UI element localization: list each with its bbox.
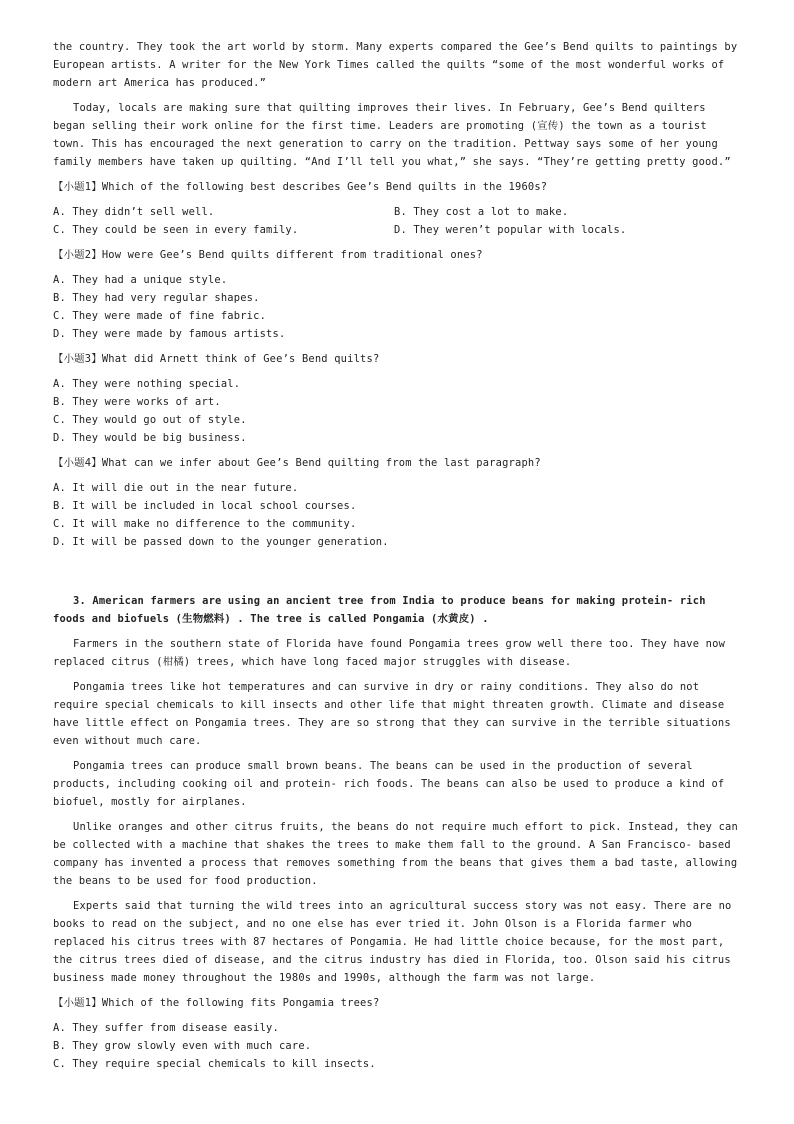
question-options — [53, 271, 743, 343]
question-stem: 【小题4】What can we infer about Gee’s Bend quilting from the last paragraph? — [53, 457, 541, 469]
option-d[interactable]: D. They were made by famous artists. — [53, 328, 286, 340]
option-d[interactable]: D. They would be big business. — [53, 432, 247, 444]
passage3-heading: 3. American farmers are using an ancient tree from India to produce beans for making protein- rich foods and biofuels (生物燃料) . The tree is called Pongamia (水黄皮) . — [53, 595, 706, 625]
option-c[interactable]: C. It will make no difference to the community. — [53, 518, 357, 530]
question-options — [53, 375, 743, 447]
option-b[interactable]: B. They had very regular shapes. — [53, 292, 260, 304]
option-a[interactable]: A. They were nothing special. — [53, 378, 241, 390]
question-stem: 【小题2】How were Gee’s Bend quilts different from traditional ones? — [53, 249, 483, 261]
passage3-paragraph-4: Unlike oranges and other citrus fruits, the beans do not require much effort to pick. Instead, they can be collected with a machine that shakes the trees to make them fall to the ground. A San Francisco- based company has invented a process that removes something from the beans that gives them a bad taste, allowing the beans to be used for food production. — [53, 821, 738, 887]
question-stem: 【小题1】Which of the following best describes Gee’s Bend quilts in the 1960s? — [53, 181, 548, 193]
question-stem: 【小题3】What did Arnett think of Gee’s Bend quilts? — [53, 353, 380, 365]
passage3-paragraph-5: Experts said that turning the wild trees into an agricultural success story was not easy. There are no books to read on the subject, and no one else has ever tried it. John Olson is a Florida farmer who replaced his citrus trees with 87 hectares of Pongamia. He had little choice because, for the most part, the citrus trees died of disease, and the citrus industry has died in Florida, too. Olson said his citrus business made money throughout the 1980s and 1990s, although the farm was not large. — [53, 900, 732, 984]
option-b[interactable]: B. They grow slowly even with much care. — [53, 1040, 312, 1052]
option-a[interactable]: A. They suffer from disease easily. — [53, 1022, 279, 1034]
option-c[interactable]: C. They could be seen in every family. — [53, 224, 299, 236]
section-spacer — [53, 558, 743, 592]
passage2-paragraph-1: the country. They took the art world by storm. Many experts compared the Gee’s Bend quilts to paintings by European artists. A writer for the New York Times called the quilts “some of the most wonderful works of modern art America has produced.” — [53, 41, 738, 89]
option-a[interactable]: A. They had a unique style. — [53, 274, 228, 286]
passage3-paragraph-1: Farmers in the southern state of Florida have found Pongamia trees grow well there too. They have now replaced citrus (柑橘) trees, which have long faced major struggles with disease. — [53, 638, 726, 668]
document-page — [53, 38, 743, 1080]
option-a[interactable]: A. They didn’t sell well. — [53, 206, 215, 218]
option-b[interactable]: B. They cost a lot to make. — [394, 206, 569, 218]
option-b[interactable]: B. It will be included in local school courses. — [53, 500, 357, 512]
passage2-paragraph-2: Today, locals are making sure that quilting improves their lives. In February, Gee’s Bend quilters began selling their work online for the first time. Leaders are promoting (宣传) the town as a tourist town. This has encouraged the next generation to carry on the tradition. Pettway says some of her young family members have taken up quilting. “And I’ll tell you what,” she says. “They’re getting pretty good.” — [53, 102, 731, 168]
question-stem: 【小题1】Which of the following fits Pongamia trees? — [53, 997, 380, 1009]
question-options — [53, 1019, 743, 1073]
option-c[interactable]: C. They were made of fine fabric. — [53, 310, 267, 322]
option-c[interactable]: C. They would go out of style. — [53, 414, 247, 426]
passage3-paragraph-2: Pongamia trees like hot temperatures and can survive in dry or rainy conditions. They also do not require special chemicals to kill insects and other life that might threaten growth. Climate and disease have little effect on Pongamia trees. They are so strong that they can survive in the terrible situations even without much care. — [53, 681, 731, 747]
option-d[interactable]: D. They weren’t popular with locals. — [394, 224, 627, 236]
option-d[interactable]: D. It will be passed down to the younger generation. — [53, 536, 389, 548]
option-b[interactable]: B. They were works of art. — [53, 396, 221, 408]
question-options — [53, 479, 743, 551]
question-options — [53, 203, 743, 239]
passage3-paragraph-3: Pongamia trees can produce small brown beans. The beans can be used in the production of several products, including cooking oil and protein- rich foods. The beans can also be used to produce a kind of biofuel, mostly for airplanes. — [53, 760, 725, 808]
option-a[interactable]: A. It will die out in the near future. — [53, 482, 299, 494]
option-c[interactable]: C. They require special chemicals to kill insects. — [53, 1058, 376, 1070]
